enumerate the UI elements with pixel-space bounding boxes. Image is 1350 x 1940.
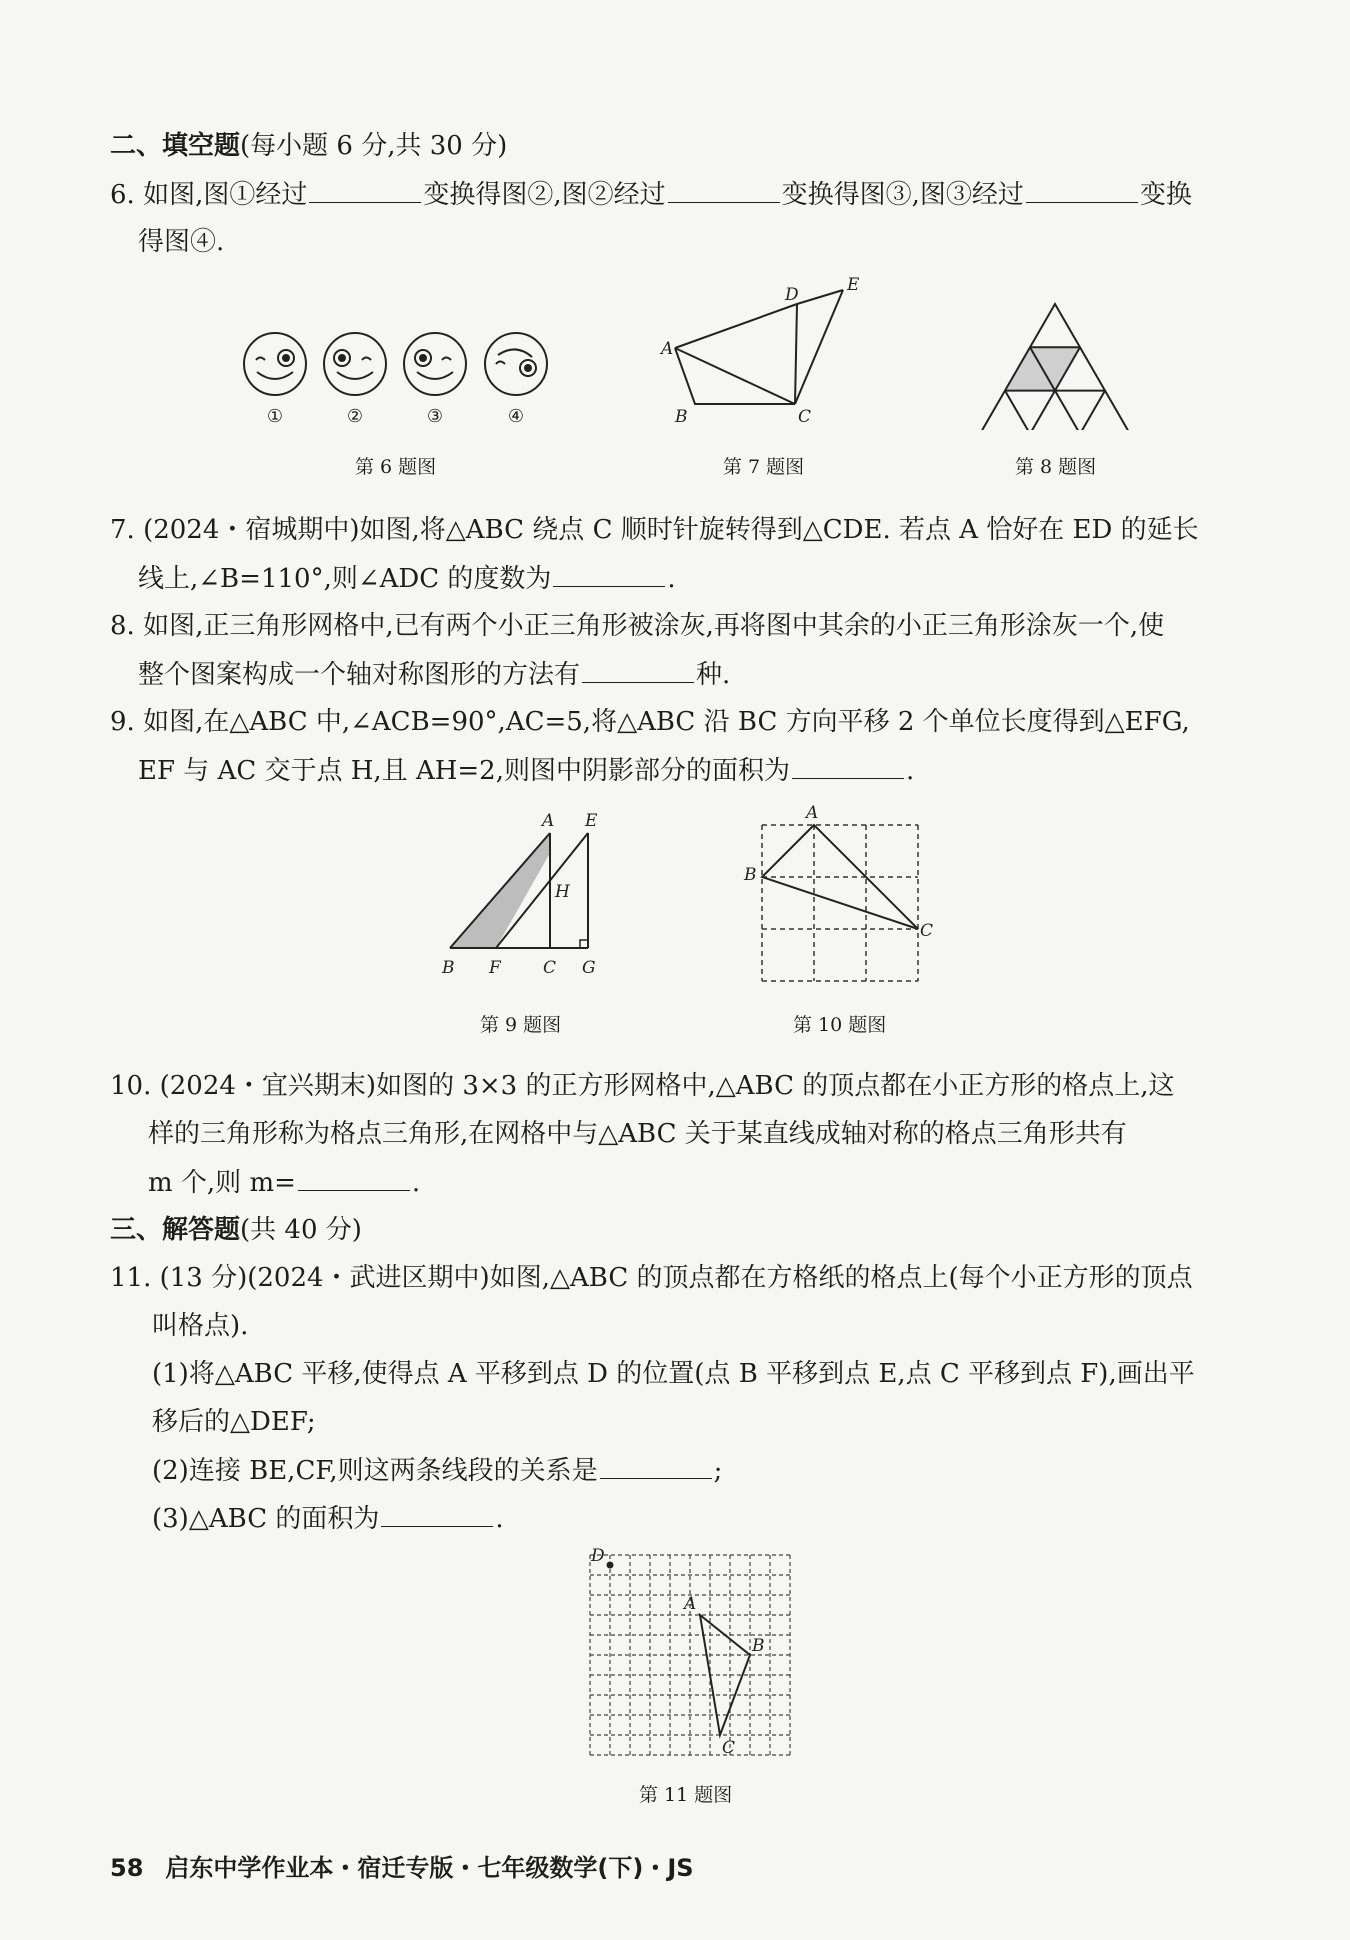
label-b: B (752, 1636, 765, 1656)
question-11-line-4: 移后的△DEF; (152, 1407, 316, 1437)
answer-blank[interactable] (1026, 176, 1138, 203)
question-10-line-3 (148, 1164, 420, 1201)
question-11-line-1: 11. (13 分)(2024・武进区期中)如图,△ABC 的顶点都在方格纸的格点上(每个小正方形的顶点 (110, 1263, 1193, 1293)
figure-9-caption: 第 9 题图 (480, 1014, 562, 1036)
q6-text-3: 变换得图③,图③经过 (781, 180, 1024, 210)
face-label-2: ② (346, 406, 364, 427)
label-b: B (442, 958, 455, 978)
q7-period: . (667, 564, 676, 594)
question-7-line-1: 7. (2024・宿城期中)如图,将△ABC 绕点 C 顺时针旋转得到△CDE. 若点 A 恰好在 ED 的延长 (110, 515, 1199, 545)
q6-text-4: 变换 (1139, 180, 1192, 210)
figure-9-translation (430, 805, 620, 985)
question-10-line-2: 样的三角形称为格点三角形,在网格中与△ABC 关于某直线成轴对称的格点三角形共有 (148, 1119, 1127, 1149)
label-d: D (591, 1546, 605, 1566)
figure-8-triangle-grid (975, 290, 1135, 430)
point-d (607, 1562, 614, 1569)
label-b: B (675, 407, 688, 427)
face-1 (244, 333, 306, 395)
label-c: C (798, 407, 812, 427)
label-a: A (661, 339, 674, 359)
label-e: E (847, 275, 860, 295)
label-c: C (543, 958, 557, 978)
label-h: H (555, 882, 570, 902)
triangle-abc (762, 825, 918, 929)
figure-6-caption: 第 6 题图 (355, 456, 437, 478)
q6-text-5: 得图④. (138, 227, 225, 257)
face-4 (485, 333, 547, 395)
answer-blank[interactable] (298, 1164, 410, 1191)
section-title: 三、解答题 (110, 1215, 241, 1245)
q10-text: m 个,则 m= (148, 1168, 296, 1198)
q6-text-2: 变换得图②,图②经过 (423, 180, 666, 210)
q11-part3-text: (3)△ABC 的面积为 (152, 1504, 380, 1534)
face-label-3: ③ (426, 406, 444, 427)
label-f: F (489, 958, 501, 978)
page-footer (110, 1848, 694, 1883)
q6-text-1: 6. 如图,图①经过 (110, 180, 308, 210)
section-note: (每小题 6 分,共 30 分) (240, 131, 508, 161)
answer-blank[interactable] (309, 176, 421, 203)
face-label-1: ① (266, 406, 284, 427)
q11-semicolon: ; (713, 1456, 723, 1486)
label-b: B (744, 865, 757, 885)
figure-6-faces (230, 320, 560, 430)
figure-10-grid (740, 800, 940, 985)
section-heading-fill-in (110, 128, 507, 164)
question-11-line-2: 叫格点). (152, 1311, 249, 1341)
label-a: A (542, 811, 555, 831)
section-title: 二、填空题 (110, 131, 241, 161)
question-11-line-6 (152, 1500, 504, 1537)
question-10-line-1: 10. (2024・宜兴期末)如图的 3×3 的正方形网格中,△ABC 的顶点都在小正方形的格点上,这 (110, 1071, 1175, 1101)
answer-blank[interactable] (553, 560, 665, 587)
face-2 (324, 333, 386, 395)
question-6-line-2 (138, 224, 224, 260)
question-11-line-5 (152, 1452, 722, 1489)
q9-text: EF 与 AC 交于点 H,且 AH=2,则图中阴影部分的面积为 (138, 756, 790, 786)
q10-period: . (411, 1168, 421, 1198)
label-a: A (806, 803, 819, 823)
section-note: (共 40 分) (240, 1215, 362, 1245)
q8-text: 整个图案构成一个轴对称图形的方法有 (138, 660, 581, 690)
label-c: C (920, 921, 934, 941)
figure-11-caption: 第 11 题图 (639, 1784, 733, 1806)
q7-text: 线上,∠B=110°,则∠ADC 的度数为 (138, 564, 552, 594)
question-8-line-1: 8. 如图,正三角形网格中,已有两个小正三角形被涂灰,再将图中其余的小正三角形涂灰一个,使 (110, 611, 1165, 641)
question-11-line-3: (1)将△ABC 平移,使得点 A 平移到点 D 的位置(点 B 平移到点 E,点 C 平移到点 F),画出平 (152, 1359, 1195, 1389)
figure-10-caption: 第 10 题图 (793, 1014, 887, 1036)
book-title: 启东中学作业本・宿迁专版・七年级数学(下)・JS (165, 1854, 694, 1882)
q8-end: 种. (696, 660, 731, 690)
figure-8-caption: 第 8 题图 (1015, 456, 1097, 478)
answer-blank[interactable] (792, 752, 904, 779)
question-6-line-1 (110, 176, 1192, 213)
page-number: 58 (110, 1854, 144, 1882)
figure-7-rotation (655, 270, 885, 430)
face-3 (404, 333, 466, 395)
label-g: G (582, 958, 596, 978)
q9-period: . (906, 756, 915, 786)
question-7-line-2 (138, 560, 676, 597)
section-heading-solve (110, 1212, 362, 1248)
question-9-line-1: 9. 如图,在△ABC 中,∠ACB=90°,AC=5,将△ABC 沿 BC 方向平移 2 个单位长度得到△EFG, (110, 707, 1190, 737)
q11-period: . (495, 1504, 504, 1534)
answer-blank[interactable] (600, 1452, 712, 1479)
face-label-4: ④ (507, 406, 525, 427)
label-a: A (684, 1594, 697, 1614)
figure-11-grid (580, 1545, 800, 1765)
figure-7-caption: 第 7 题图 (723, 456, 805, 478)
question-8-line-2 (138, 656, 730, 693)
label-e: E (585, 811, 598, 831)
answer-blank[interactable] (582, 656, 694, 683)
question-9-line-2 (138, 752, 914, 789)
label-c: C (722, 1738, 736, 1758)
answer-blank[interactable] (381, 1500, 493, 1527)
answer-blank[interactable] (668, 176, 780, 203)
q11-part2-text: (2)连接 BE,CF,则这两条线段的关系是 (152, 1456, 598, 1486)
label-d: D (785, 285, 799, 305)
